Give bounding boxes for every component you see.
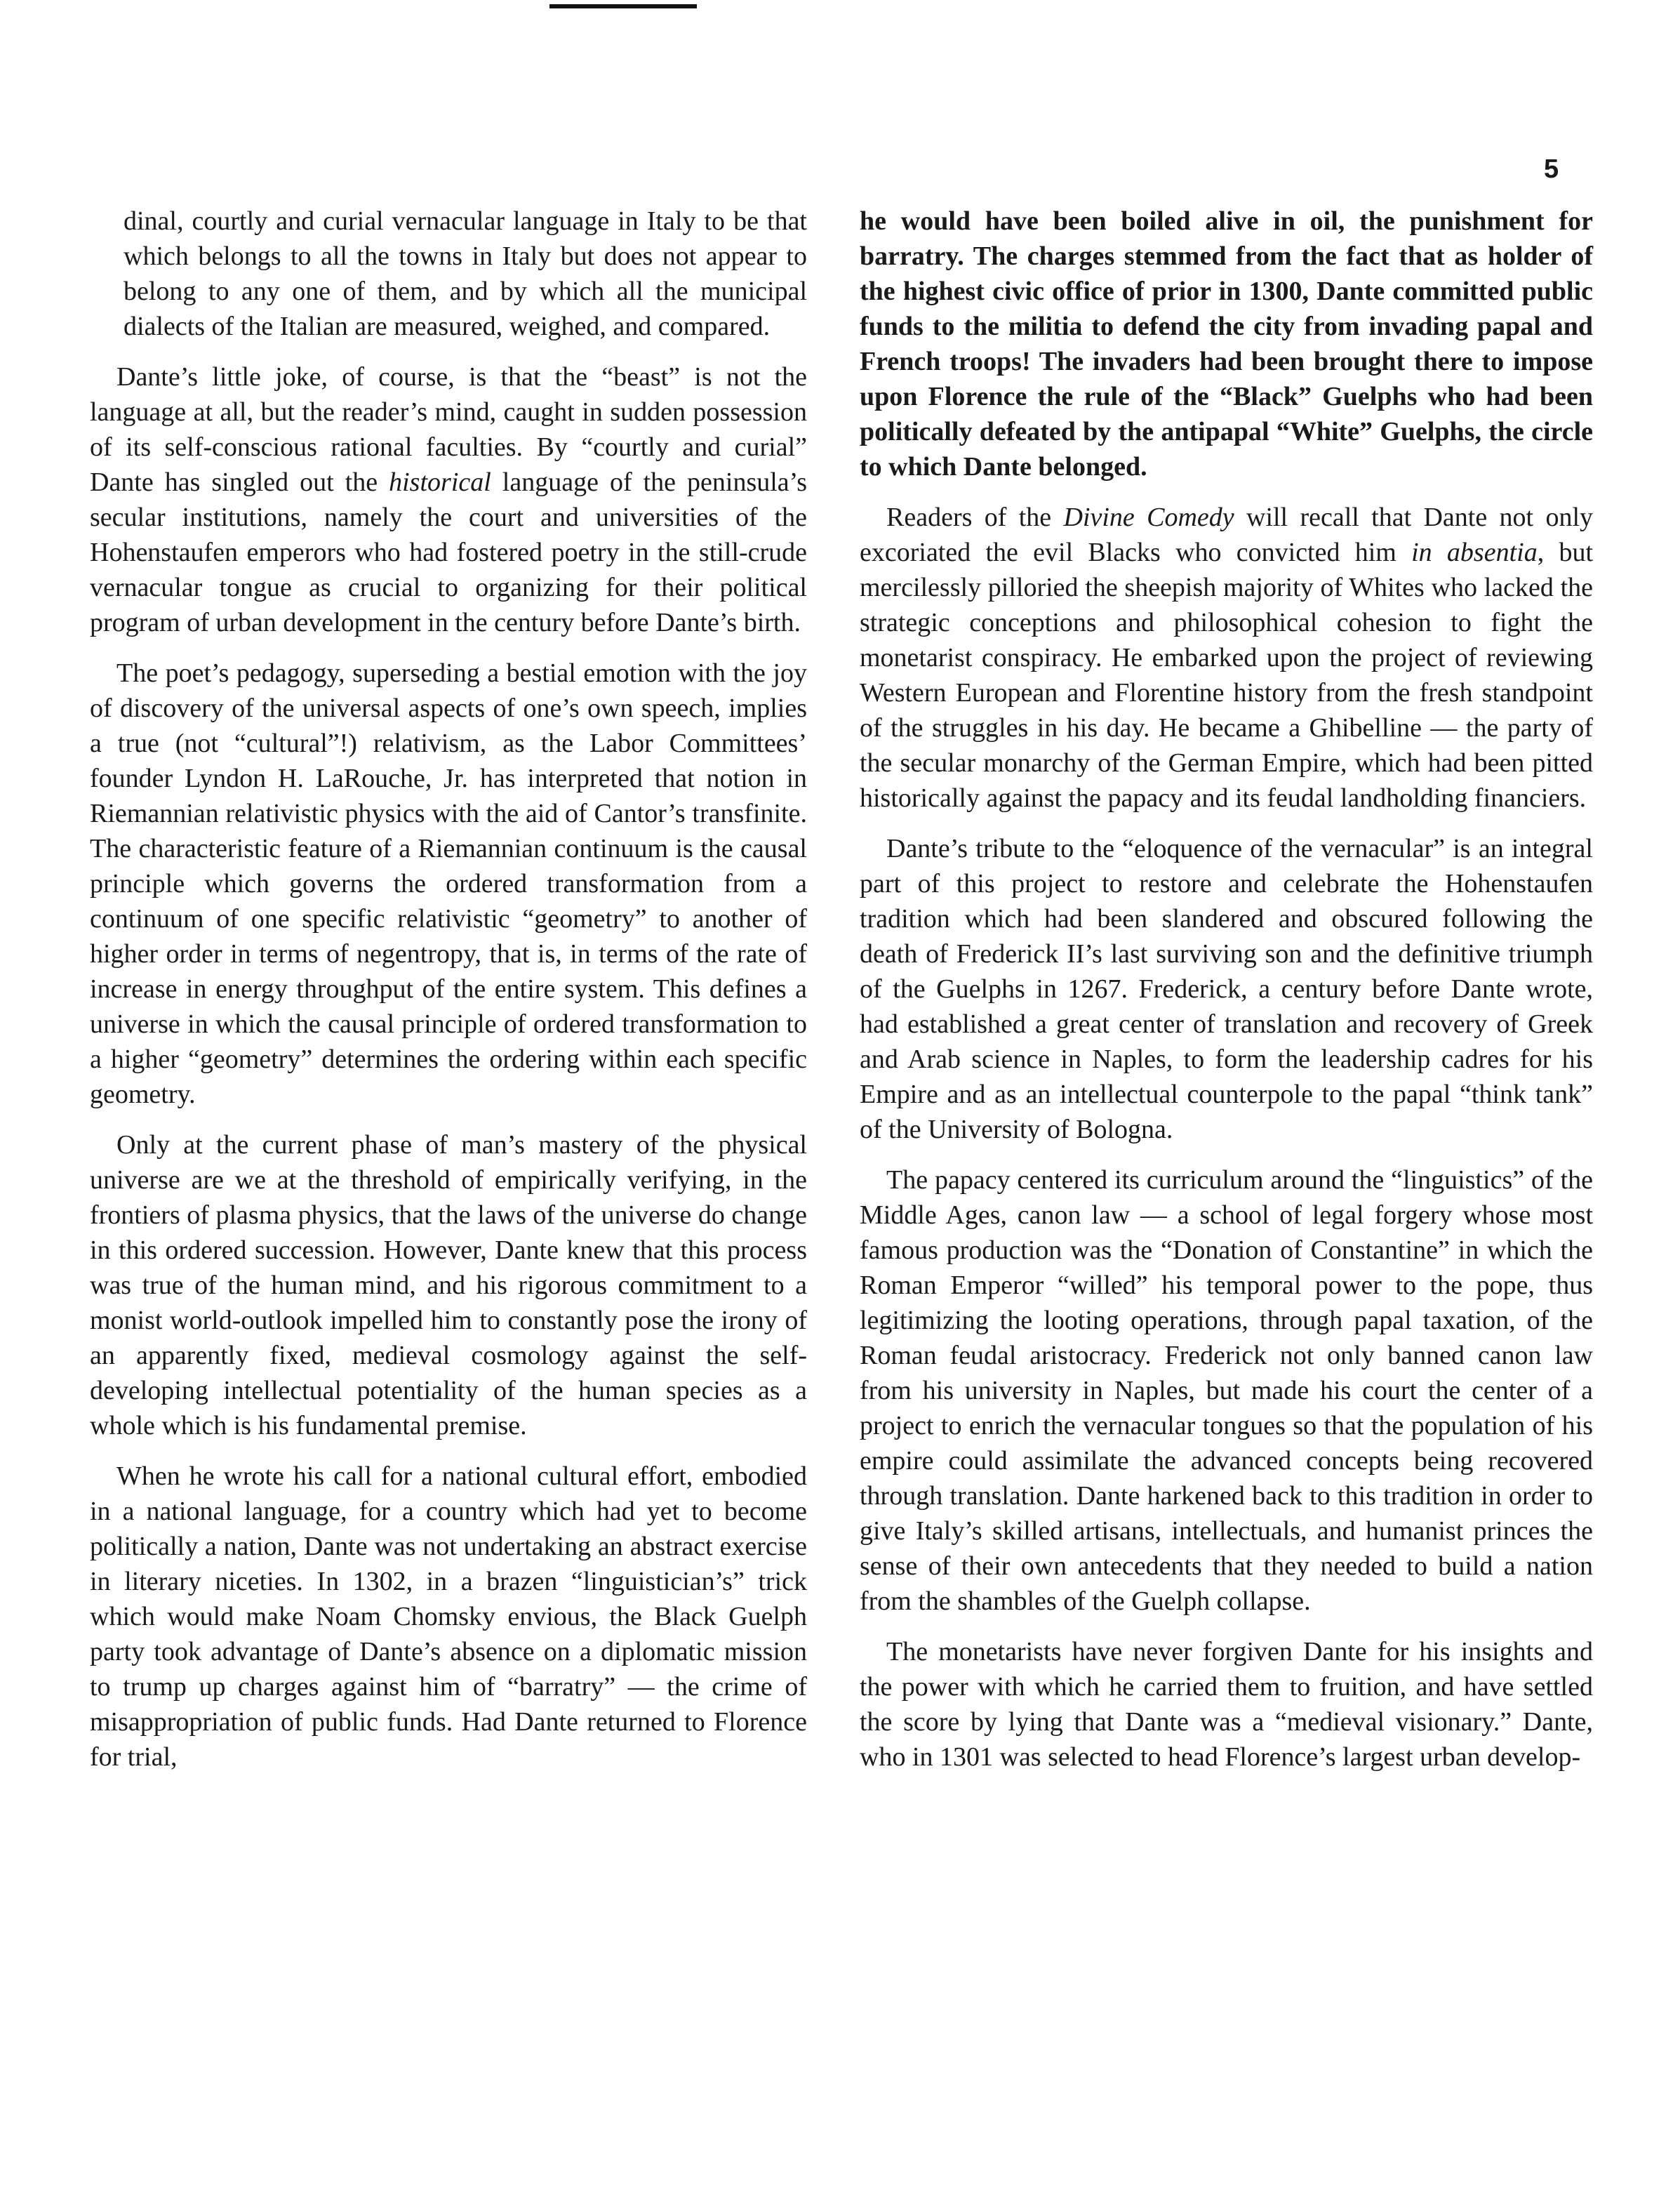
text-run: Readers of the — [886, 503, 1064, 532]
text-run: , but mercilessly pilloried the sheepish majority of Whites who lacked the strategic conceptions and philosophical cohesion to fight the monetarist conspiracy. He embarked upon the project of reviewing Western European and Florentine history from the fresh standpoint of the struggles in his day. He became a Ghibelline — the party of the secular monarchy of the German Empire, which had been pitted historically against the papacy and its feudal landholding financiers. — [860, 538, 1594, 813]
emphasis: historical — [389, 468, 491, 497]
paragraph-continued: he would have been boiled alive in oil, the punishment for barratry. The charges stemmed from the fact that as holder of the highest civic office of prior in 1300, Dante committed public funds to the militia to defend the city from invading papal and French troops! The invaders had been brought there to impose upon Florence the rule of the “Black” Guelphs who had been politically defeated by the antipapal “White” Guelphs, the circle to which Dante belonged. — [860, 206, 1593, 482]
text-run: language of the peninsula’s secular institutions, namely the court and universities of the Hohenstaufen emperors who had fostered poetry in the still-crude vernacular tongue as crucial to organizing for their political program of urban development in the century before Dante’s birth. — [90, 468, 808, 637]
emphasis-title: Divine Comedy — [1063, 503, 1234, 532]
block-quote — [124, 204, 807, 344]
paragraph: Only at the current phase of man’s mastery of the physical universe are we at the threshold of empirically verifying, in the frontiers of plasma physics, that the laws of the universe do change in this ordered succession. However, Dante knew that this process was true of the human mind, and his rigorous commitment to a monist world-outlook impelled him to constantly pose the irony of an apparently fixed, medieval cosmology against the self-developing intellectual potentiality of the human species as a whole which is his fundamental premise. — [90, 1130, 807, 1440]
paragraph: The poet’s pedagogy, superseding a bestial emotion with the joy of discovery of the universal aspects of one’s own speech, implies a true (not “cultural”!) relativism, as the Labor Committees’ founder Lyndon H. LaRouche, Jr. has interpreted that notion in Riemannian relativistic physics with the aid of Cantor’s transfinite. The characteristic feature of a Riemannian continuum is the causal principle which governs the ordered transformation from a continuum of one specific relativistic “geometry” to another of higher order in terms of negentropy, that is, in terms of the rate of increase in energy throughput of the entire system. This defines a universe in which the causal principle of ordered transformation to a higher “geometry” determines the ordering within each specific geometry. — [90, 658, 807, 1109]
paragraph: The papacy centered its curriculum around the “linguistics” of the Middle Ages, canon law — a school of legal forgery whose most famous production was the “Donation of Constantine” in which the Roman Emperor “willed” his temporal power to the pope, thus legitimizing the looting operations, through papal taxation, of the Roman feudal aristocracy. Frederick not only banned canon law from his university in Naples, but made his court the center of a project to enrich the vernacular tongues so that the population of his empire could assimilate the advanced concepts being recovered through translation. Dante harkened back to this tradition in order to give Italy’s skilled artisans, intellectuals, and humanist princes the sense of their own antecedents that they needed to build a nation from the shambles of the Guelph collapse. — [860, 1165, 1593, 1616]
paragraph: Dante’s tribute to the “eloquence of the vernacular” is an integral part of this project to restore and celebrate the Hohenstaufen tradition which had been slandered and obscured following the death of Frederick II’s last surviving son and the definitive triumph of the Guelphs in 1267. Frederick, a century before Dante wrote, had established a great center of translation and recovery of Greek and Arab science in Naples, to form the leadership cadres for his Empire and as an intellectual counterpole to the papal “think tank” of the University of Bologna. — [860, 834, 1593, 1144]
page-number: 5 — [1544, 154, 1559, 184]
paragraph: When he wrote his call for a national cultural effort, embodied in a national language, for a country which had yet to become politically a nation, Dante was not undertaking an abstract exercise in literary niceties. In 1302, in a brazen “linguistician’s” trick which would make Noam Chomsky envious, the Black Guelph party took advantage of Dante’s absence on a diplomatic mission to trump up charges against him of “barratry” — the crime of misappropriation of public funds. Had Dante returned to Florence for trial, — [90, 1461, 807, 1772]
text-run: Dante’s little joke, of course, is that the “beast” is not the language at all, but the reader’s mind, caught in sudden possession of its self-conscious rational faculties. By “courtly and curial” Dante has singled out the — [90, 362, 807, 497]
paragraph — [90, 359, 807, 640]
quote-text: dinal, courtly and curial vernacular language in Italy to be that which belongs to all the towns in Italy but does not appear to belong to any one of them, and by which all the municipal dialects of the Italian are measured, weighed, and compared. — [124, 206, 807, 341]
right-column — [860, 204, 1593, 1790]
paragraph: The monetarists have never forgiven Dante for his insights and the power with which he carried them to fruition, and have settled the score by lying that Dante was a “medieval visionary.” Dante, who in 1301 was selected to head Florence’s largest urban develop- — [860, 1637, 1593, 1772]
paragraph — [860, 500, 1593, 816]
top-rule — [549, 4, 697, 8]
text-run: will recall that Dante not only excoriated the evil Blacks who convicted him — [860, 503, 1594, 567]
emphasis: in absentia — [1411, 538, 1538, 567]
left-column — [90, 204, 807, 1790]
